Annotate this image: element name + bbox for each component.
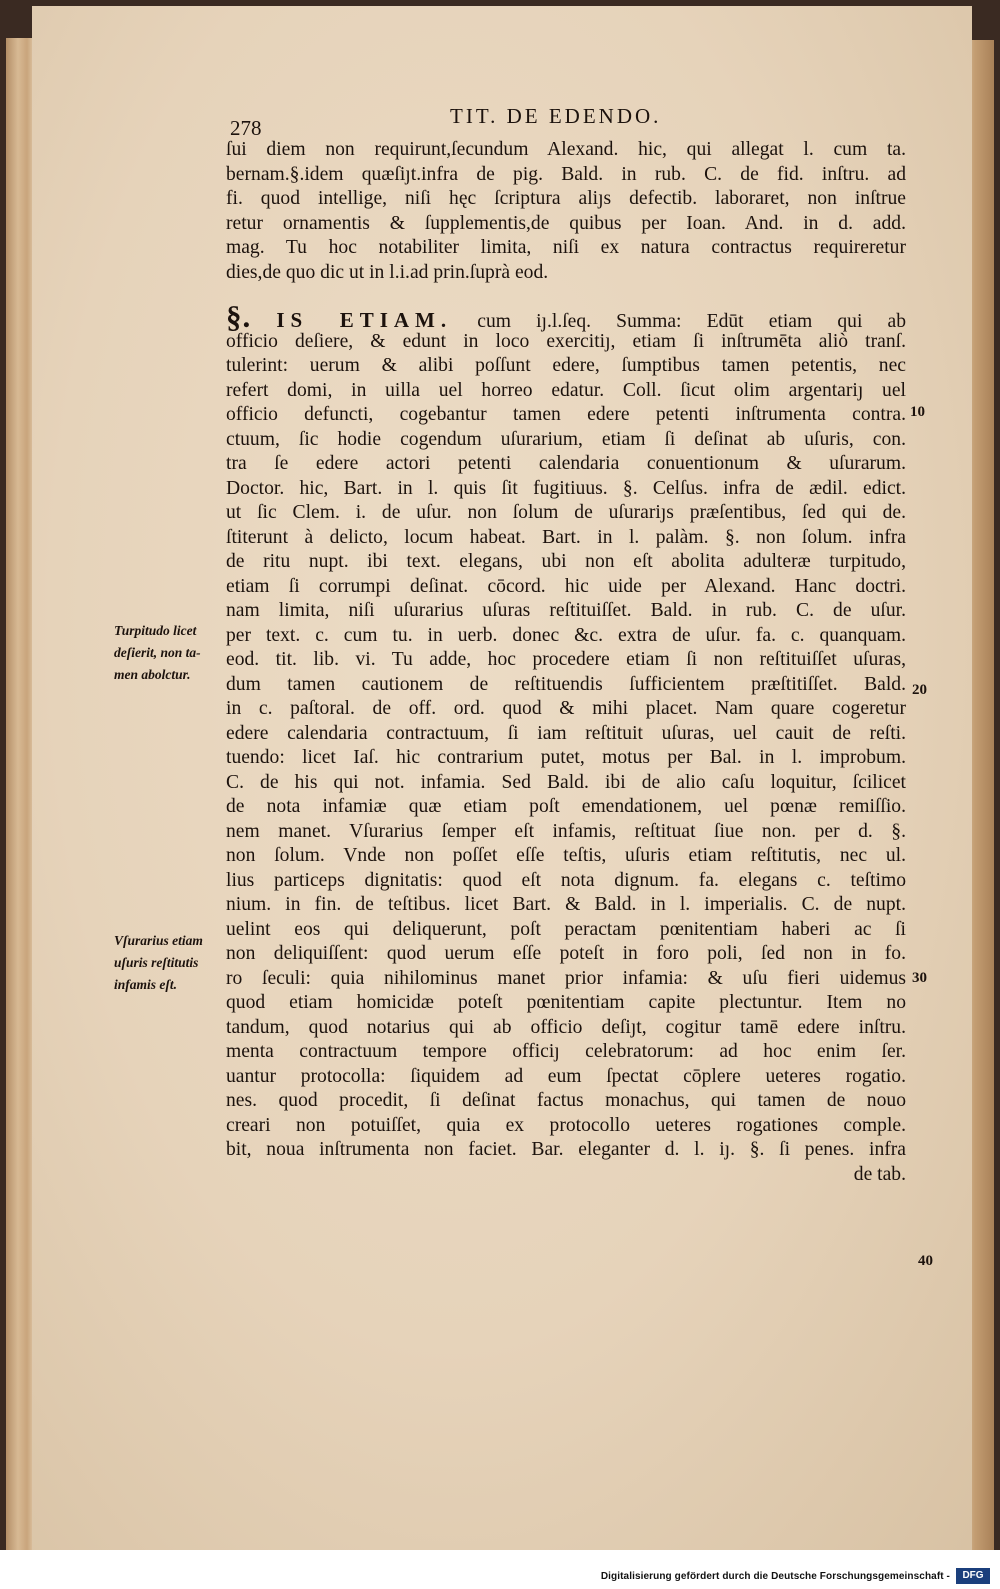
- paragraph-2: [226, 299, 907, 1187]
- text-line: ro ſeculi: quia nihilominus manet prior infamia: & uſu fieri uidemus: [226, 967, 906, 989]
- main-text-block: [226, 138, 906, 1187]
- text-line: Doctor. hic, Bart. in l. quis ſit fugitiuus. §. Celſus. infra de ædil. edict.: [226, 477, 906, 499]
- text-line: bernam.§.idem quæſiȷt.infra de pig. Bald. in rub. C. de fid. inſtru. ad: [226, 163, 906, 185]
- paragraph-1: [226, 138, 906, 285]
- text-line: mag. Tu hoc notabiliter limita, niſi ex natura contractus requireretur: [226, 237, 906, 258]
- margin-note-line: infamis eſt.: [114, 977, 177, 992]
- margin-note-line: men abolctur.: [114, 667, 191, 682]
- text-line: tulerint: uerum & alibi poſſunt edere, ſumptibus tamen petentis, nec: [226, 355, 906, 376]
- page-number: 278: [230, 116, 262, 140]
- text-line: non deliquiſſent: quod uerum eſſe poteſt in foro poli, ſed non in fo.: [226, 943, 906, 964]
- text-line: in c. paſtoral. de off. ord. quod & mihi placet. Nam quare cogeretur: [226, 698, 906, 719]
- line-number: 20: [912, 682, 927, 698]
- text-line: refert domi, in uilla uel horreo edatur. Coll. ſicut olim argentariȷ uel: [226, 379, 906, 401]
- section-heading-line: [226, 299, 907, 334]
- section-incipit: IS ETIAM.: [276, 308, 453, 332]
- running-head: TIT. DE EDENDO.: [450, 104, 662, 128]
- text-line: creari non potuiſſet, quia ex protocollo ueteres rogationes comple.: [226, 1114, 906, 1136]
- text-line: ctuum, ſic hodie cogendum uſurarium, etiam ſi deſinat ab uſuris, con.: [226, 428, 906, 450]
- section-first-line: cum iȷ.l.ſeq. Summa: Edūt etiam qui ab: [477, 311, 907, 332]
- text-line: ſtiterunt à delicto, locum habeat. Bart. in l. palàm. §. non ſolum. infra: [226, 526, 906, 548]
- text-line: de ritu nupt. ibi text. elegans, ubi non eſt abolita adulteræ turpitudo,: [226, 551, 906, 572]
- text-line: tandum, quod notarius qui ab officio deſiȷt, cogitur tamē edere inſtru.: [226, 1016, 906, 1038]
- text-line: retur ornamentis & ſupplementis,de quibus per Ioan. And. in d. add.: [226, 212, 906, 234]
- text-line: bit, noua inſtrumenta non faciet. Bar. eleganter d. l. iȷ. §. ſi penes. infra: [226, 1139, 906, 1160]
- text-line: nem manet. Vſurarius ſemper eſt infamis, reſtituat ſiue non. per d. §.: [226, 820, 906, 842]
- text-line: fi. quod intellige, niſi hęc ſcriptura aliȷs defectib. laboraret, non inſtrue: [226, 188, 906, 209]
- dfg-logo: DFG: [956, 1568, 990, 1584]
- text-line: menta contractuum tempore officiȷ celebratorum: ad hoc enim ſer.: [226, 1041, 906, 1062]
- margin-note-turpitudo: [114, 620, 226, 686]
- text-line: dum tamen cautionem de reſtituendis ſufficientem præſtitiſſet. Bald.: [226, 673, 906, 695]
- text-line: non ſolum. Vnde non poſſet eſſe teſtis, uſuris etiam reſtitutis, nec ul.: [226, 845, 906, 866]
- text-line: quod etiam homicidæ poteſt pœnitentiam capite plectuntur. Item no: [226, 992, 906, 1013]
- text-line: ſui diem non requirunt,ſecundum Alexand. hic, qui allegat l. cum ta.: [226, 139, 906, 160]
- paragraph-gap: [226, 285, 906, 305]
- margin-note-line: deſierit, non ta-: [114, 645, 201, 660]
- text-line: de nota infamiæ quæ etiam poſt emendationem, uel pœnæ remiſſio.: [226, 796, 906, 817]
- text-line: dies,de quo dic ut in l.i.ad prin.ſuprà eod.: [226, 261, 549, 283]
- margin-note-line: uſuris reſtitutis: [114, 955, 199, 970]
- text-line: nes. quod procedit, ſi deſinat factus monachus, qui tamen de nouo: [226, 1090, 906, 1111]
- text-line: C. de his qui not. infamia. Sed Bald. ibi de alio caſu loquitur, ſcilicet: [226, 771, 906, 793]
- text-line: nam limita, niſi uſurarius uſuras reſtituiſſet. Bald. in rub. C. de uſur.: [226, 600, 906, 621]
- line-number: 40: [918, 1253, 933, 1269]
- line-number: 30: [912, 970, 927, 986]
- text-line: nium. in fin. de teſtibus. licet Bart. & Bald. in l. imperialis. C. de nupt.: [226, 894, 906, 915]
- text-line: edere calendaria contractuum, ſi iam reſtituit uſuras, uel cauit de reſti.: [226, 722, 906, 744]
- line-number: 10: [910, 404, 925, 420]
- text-line: officio defuncti, cogebantur tamen edere petenti inſtrumenta contra.: [226, 404, 906, 425]
- text-line: ut ſic Clem. i. de uſur. non ſolum de uſurariȷs præſentibus, ſed qui de.: [226, 502, 906, 523]
- footer-bar: [0, 1550, 1000, 1589]
- text-line: per text. c. cum tu. in uerb. donec &c. extra de uſur. fa. c. quanquam.: [226, 624, 906, 646]
- text-line: tuendo: licet Iaſ. hic contrarium putet, motus per Bal. in l. improbum.: [226, 747, 906, 768]
- section-sign: §.: [226, 299, 252, 334]
- text-line: officio deſiere, & edunt in loco exercitiȷ, etiam ſi inſtrumēta aliò tranſ.: [226, 330, 906, 352]
- text-line: lius particeps dignitatis: quod eſt nota dignum. fa. elegans c. teſtimo: [226, 869, 906, 891]
- text-line: uantur protocolla: ſiquidem ad eum ſpectat cōplere ueteres rogatio.: [226, 1065, 906, 1087]
- margin-note-line: Vſurarius etiam: [114, 933, 203, 948]
- text-line: etiam ſi corrumpi deſinat. cōcord. hic uide per Alexand. Hanc doctri.: [226, 575, 906, 597]
- closing-line: de tab.: [853, 1163, 906, 1185]
- margin-note-line: Turpitudo licet: [114, 623, 197, 638]
- funding-credit: Digitalisierung gefördert durch die Deutsche Forschungsgemeinschaft -: [600, 1571, 950, 1582]
- text-line: eod. tit. lib. vi. Tu adde, hoc procedere etiam ſi non reſtituiſſet uſuras,: [226, 649, 906, 670]
- margin-note-usurarius: [114, 930, 226, 996]
- text-line: uelint eos qui deliquerunt, poſt peractam pœnitentiam haberi ac ſi: [226, 918, 906, 940]
- text-line: tra ſe edere actori petenti calendaria conuentionum & uſurarum.: [226, 453, 906, 474]
